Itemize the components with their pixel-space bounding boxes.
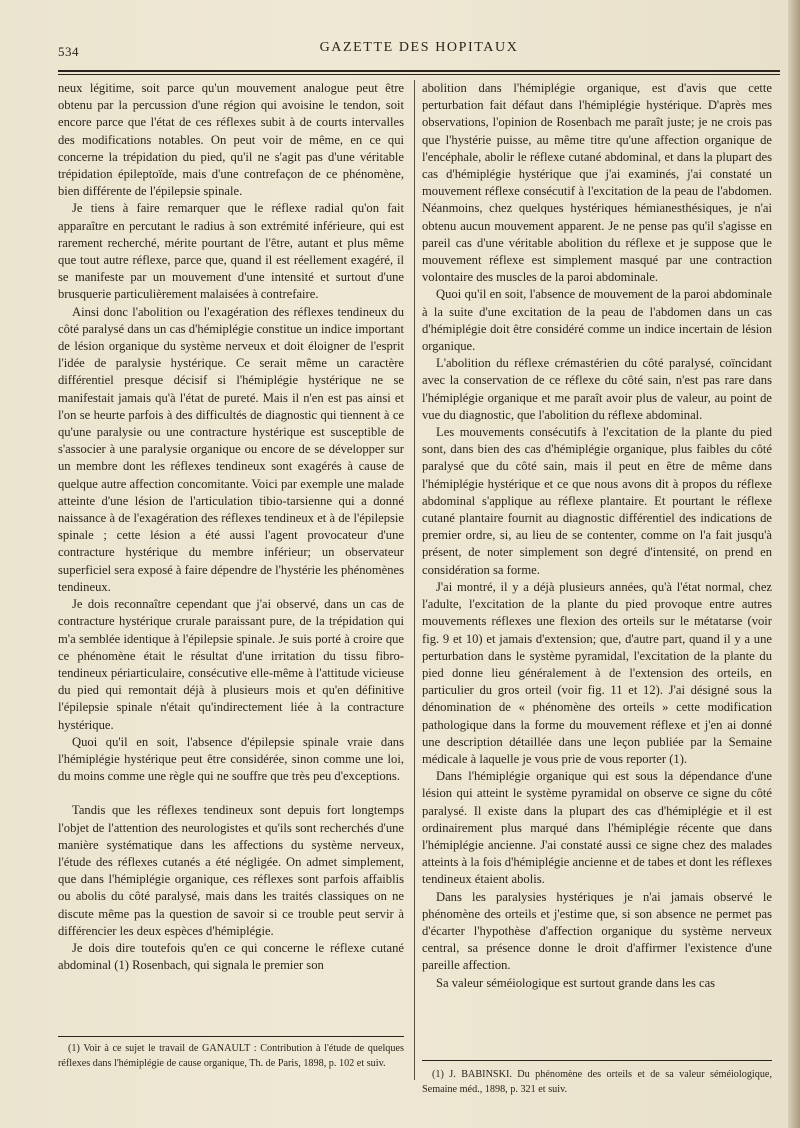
- right-footnote-rule: [422, 1060, 772, 1061]
- paragraph: abolition dans l'hémiplégie organique, est d'avis que cette perturbation fait défaut dans l'hémiplégie hystérique. D'après mes observations, l'opinion de Rosenbach me paraît juste; je ne crois pas que l'hystérie puisse, au même titre qu'une affection organique de l'encéphale, abolir le réflexe cutané abdominal, et dans la plupart des cas d'hémiplégie hystérique que j'ai examinés, j'ai constaté un mouvement réflexe consécutif à l'excitation de la peau de l'abdomen. Néanmoins, chez quelques hystériques hémianesthésiques, je n'ai obtenu aucun mouvement apparent. Je ne pense pas qu'il s'agisse en pareil cas d'une véritable abolition du réflexe et je suppose que le mouvement réflexe est simplement masqué par une contraction volontaire des muscles de la paroi abdominale.: [422, 81, 772, 285]
- journal-title: GAZETTE DES HOPITAUX: [319, 40, 519, 55]
- left-footnote: [58, 1042, 404, 1071]
- paragraph: J'ai montré, il y a déjà plusieurs années, qu'à l'état normal, chez l'adulte, l'excitation de la plante du pied provoque entre autres mouvements réflexes une flexion des orteils sur le métatarse (voir fig. 9 et 10) et jamais d'extension; que, d'autre part, quand il y a une perturbation dans le système pyramidal, l'excitation de la plante du pied donne lieu généralement à de l'extension des orteils, en particulier du gros orteil (voir fig. 11 et 12). J'ai désigné sous la dénomination de « phénomène des orteils » cette modification pathologique dans la forme du mouvement réflexe et j'en ai donné une description détaillée dans une leçon publiée par la Semaine médicale à laquelle je vous prie de vous reporter (1).: [422, 579, 772, 766]
- page-header: [58, 36, 780, 62]
- footnote-text: (1) J. BABINSKI. Du phénomène des orteils et de sa valeur séméiologique, Semaine méd., 1898, p. 321 et suiv.: [422, 1069, 772, 1095]
- paragraph: Dans l'hémiplégie organique qui est sous la dépendance d'une lésion qui atteint le système pyramidal on observe ce signe du côté paralysé. Il existe dans la plupart des cas d'hémiplégie et il est ordinairement plus marqué dans l'hémiplégie récente que dans l'hémiplégie ancienne. J'ai constaté aussi ce signe chez des malades atteints à la fois d'hémiplégie ancienne et de tabes et dont les réflexes tendineux étaient abolis.: [422, 769, 772, 887]
- paragraph: Les mouvements consécutifs à l'excitation de la plante du pied sont, dans bien des cas d'hémiplégie organique, plus faibles du côté paralysé que du côté sain, mais il peut en être de même dans l'hémiplégie hystérique et ce que nous avons dit à propos du réflexe abdominal s'applique au réflexe plantaire. Et pourtant le réflexe cutané plantaire fournit au diagnostic différentiel des indications de premier ordre, si, au lieu de se contenter, comme on l'a fait jusqu'à présent, de noter simplement son degré d'intensité, on prend en considération sa forme.: [422, 425, 772, 577]
- footnote-text: (1) Voir à ce sujet le travail de GANAULT : Contribution à l'étude de quelques réflexes dans l'hémiplégie de cause organique, Th. de Paris, 1898, p. 102 et suiv.: [58, 1043, 404, 1069]
- paragraph: neux légitime, soit parce qu'un mouvement analogue peut être obtenu par la percussion d'une région qui avoisine le tendon, soit encore parce que l'état de ces réflexes subit à de courts intervalles des modifications notables. On peut voir de même, en ce qui concerne la trépidation du pied, qu'il ne s'agit pas d'une véritable trépidation épileptoïde, mais d'une contrefaçon de ce phénomène, bien différente de l'épilepsie spinale.: [58, 81, 404, 199]
- page-binding-edge: [788, 0, 800, 1128]
- paragraph: Ainsi donc l'abolition ou l'exagération des réflexes tendineux du côté paralysé dans un cas d'hémiplégie constitue un indice important de lésion organique du système nerveux et doit éloigner de l'esprit l'idée de paralysie hystérique. Ce serait même un caractère différentiel presque décisif si l'hémiplégie hystérique ne se manifestait jamais qu'à l'état de pureté. Mais il n'en est pas ainsi et l'on se heurte parfois à des difficultés de diagnostic qui tiennent à ce qu'une paralysie ou une contracture hystérique est susceptible de s'associer à une paralysie organique ou encore de se développer sur un membre dont les réflexes tendineux sont exagérés à cause de quelque autre affection concomitante. Voici par exemple une malade atteinte d'une lésion de l'articulation tibio-tarsienne qui a donné naissance à de l'exagération des réflexes tendineux et à de l'épilepsie spinale ; cette lésion a été aussi l'agent provocateur d'une contracture hystérique du membre inférieur; un observateur superficiel sera exposé à faire dépendre de l'hystérie les phénomènes tendineux.: [58, 304, 404, 594]
- paragraph: Je tiens à faire remarquer que le réflexe radial qu'on fait apparaître en percutant le radius à son extrémité inférieure, qui est rarement recherché, mérite pourtant de l'être, autant et plus même que tout autre réflexe, parce que, quand il est réellement exagéré, il se manifeste par un mouvement d'une intensité et surtout d'une brusquerie particulièrement malaisées à contrefaire.: [58, 201, 404, 302]
- paragraph: Je dois reconnaître cependant que j'ai observé, dans un cas de contracture hystérique crurale paraissant pure, de la trépidation qui m'a semblée identique à l'épilepsie spinale. Je suis porté à croire que ce phénomène était le résultat d'une irritation du tissu fibro-tendineux périarticulaire, consécutive elle-même à l'attitude vicieuse du pied qui remontait déjà à plusieurs mois et qu'en définitive l'épilepsie spinale n'était qu'indirectement liée à la contracture hystérique.: [58, 597, 404, 732]
- left-footnote-rule: [58, 1036, 404, 1037]
- paragraph: Sa valeur séméiologique est surtout grande dans les cas: [436, 975, 716, 990]
- page-number: 534: [58, 44, 79, 59]
- paragraph: Quoi qu'il en soit, l'absence d'épilepsie spinale vraie dans l'hémiplégie hystérique peut être considérée, sinon comme une loi, du moins comme une règle qui ne souffre que très peu d'exceptions.: [58, 734, 404, 784]
- right-footnote: [422, 1068, 772, 1097]
- right-column: [422, 80, 772, 992]
- paragraph: Je dois dire toutefois qu'en ce qui concerne le réflexe cutané abdominal (1) Rosenbach, qui signala le premier son: [58, 940, 404, 973]
- paragraph: Tandis que les réflexes tendineux sont depuis fort longtemps l'objet de l'attention des neurologistes et qu'ils sont recherchés d'une manière systématique dans les affections du système nerveux, l'étude des réflexes cutanés a été négligée. On admet simplement, que dans l'hémiplégie organique, ces réflexes sont parfois affaiblis ou abolis du côté paralysé, mais dans les traités classiques on ne discute même pas la question de savoir si ce trouble peut servir à différencier les deux espèces d'hémiplégie.: [58, 803, 404, 938]
- header-rule-thick: [58, 70, 780, 72]
- paragraph: Quoi qu'il en soit, l'absence de mouvement de la paroi abdominale à la suite d'une excitation de la peau de l'abdomen dans un cas d'hémiplégie doit être considéré comme un indice incertain de lésion organique.: [422, 287, 772, 354]
- column-separator: [414, 80, 415, 1080]
- header-rule-thin: [58, 74, 780, 75]
- paragraph: L'abolition du réflexe crémastérien du côté paralysé, coïncidant avec la conservation de ce réflexe du côté sain, n'est pas rare dans l'hémiplégie organique et me paraît avoir plus de valeur, au point de vue du diagnostic, que l'abolition du réflexe abdominal.: [422, 356, 772, 422]
- paragraph: Dans les paralysies hystériques je n'ai jamais observé le phénomène des orteils et j'estime que, si son absence ne permet pas d'écarter l'hypothèse d'affection organique du système nerveux central, sa présence donne le droit d'affirmer l'existence d'une pareille affection.: [422, 889, 772, 973]
- left-column: [58, 80, 404, 974]
